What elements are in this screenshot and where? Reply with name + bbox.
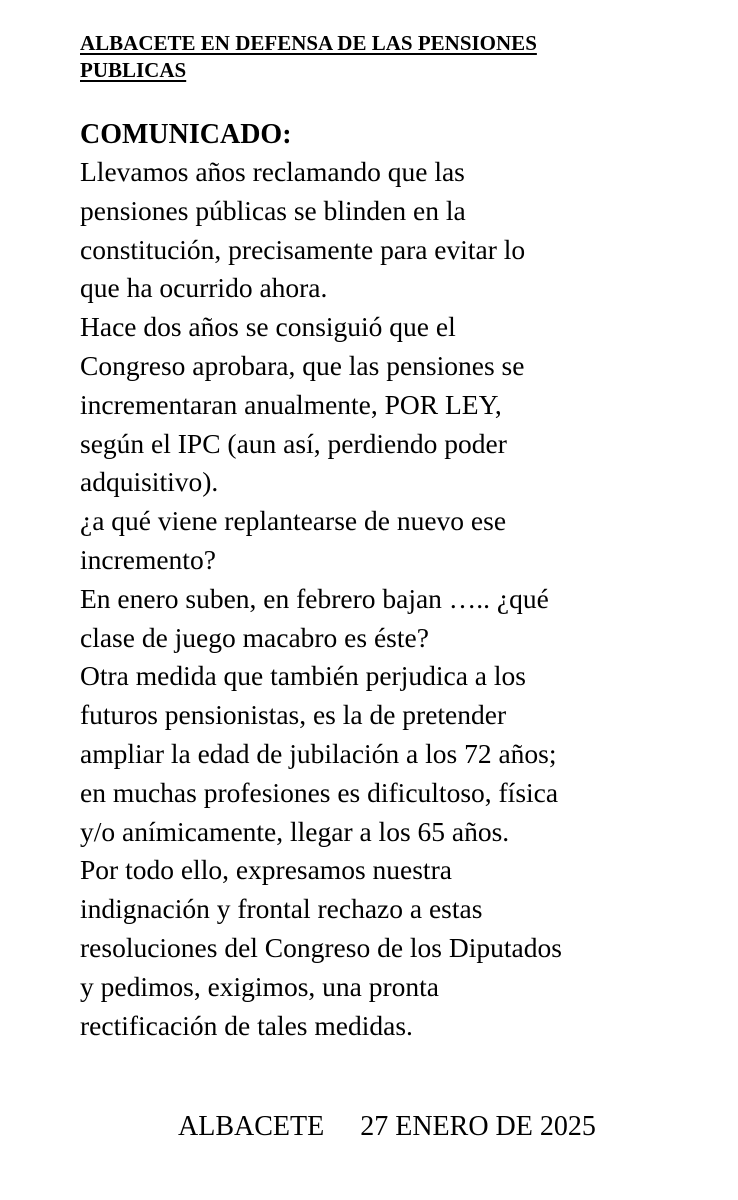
body-line: rectificación de tales medidas. bbox=[80, 1009, 413, 1041]
body-line: clase de juego macabro es éste? bbox=[80, 621, 429, 653]
body-line: en muchas profesiones es dificultoso, física bbox=[80, 776, 559, 808]
header-line-1: ALBACETE EN DEFENSA DE LAS PENSIONES bbox=[80, 31, 537, 55]
body-line: Congreso aprobara, que las pensiones se bbox=[80, 349, 525, 381]
body-line: Por todo ello, expresamos nuestra bbox=[80, 854, 452, 886]
document-title: COMUNICADO: bbox=[80, 119, 292, 150]
body-line: y/o anímicamente, llegar a los 65 años. bbox=[80, 815, 510, 847]
body-line: ¿a qué viene replantearse de nuevo ese bbox=[80, 505, 507, 537]
body-line: ampliar la edad de jubilación a los 72 años; bbox=[80, 737, 557, 769]
body-line: futuros pensionistas, es la de pretender bbox=[80, 699, 507, 731]
body-line: Otra medida que también perjudica a los bbox=[80, 660, 526, 692]
body-line: incremento? bbox=[80, 543, 216, 575]
body-line: Hace dos años se consiguió que el bbox=[80, 311, 456, 343]
document-header bbox=[80, 30, 680, 84]
footer-place: ALBACETE bbox=[178, 1111, 325, 1142]
body-line: que ha ocurrido ahora. bbox=[80, 272, 328, 304]
body-line: pensiones públicas se blinden en la bbox=[80, 194, 466, 226]
body-line: En enero suben, en febrero bajan ….. ¿qué bbox=[80, 582, 549, 614]
body-line: y pedimos, exigimos, una pronta bbox=[80, 970, 439, 1002]
footer-date: 27 ENERO DE 2025 bbox=[360, 1111, 596, 1142]
body-line: adquisitivo). bbox=[80, 466, 219, 498]
body-line: según el IPC (aun así, perdiendo poder bbox=[80, 427, 507, 459]
document-body bbox=[80, 153, 720, 1045]
body-line: Llevamos años reclamando que las bbox=[80, 156, 465, 187]
document-footer bbox=[178, 1108, 596, 1146]
body-line: indignación y frontal rechazo a estas bbox=[80, 893, 483, 925]
header-line-2: PUBLICAS bbox=[80, 58, 187, 82]
body-line: resoluciones del Congreso de los Diputados bbox=[80, 931, 562, 963]
body-line: constitución, precisamente para evitar lo bbox=[80, 233, 526, 265]
body-line: incrementaran anualmente, POR LEY, bbox=[80, 388, 502, 420]
